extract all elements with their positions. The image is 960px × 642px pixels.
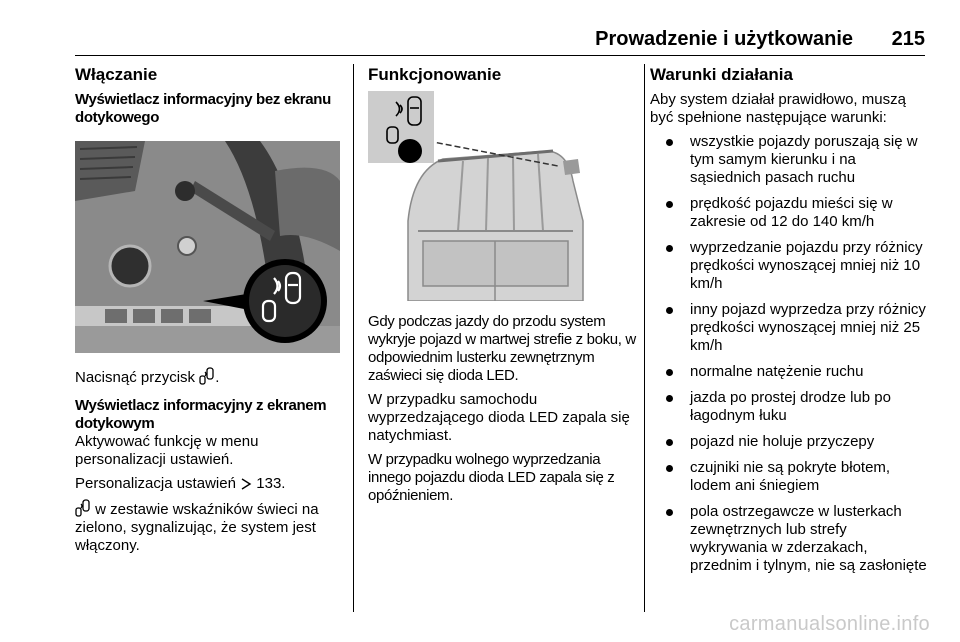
page-reference-arrow-icon [240,477,252,491]
indicator-text: w zestawie wskaźników świeci na zielono, sygnalizując, że system jest włączony. [75,501,319,554]
dashboard-button-photo [75,141,340,353]
bullet-icon [666,509,673,516]
page-header [75,25,925,56]
operation-paragraph-1: Gdy podczas jazdy do przodu system wykryje pojazd w martwej strefie z boku, w odpowiednim lusterku zewnętrznym zaświeci się dioda LED. [368,313,636,384]
subheading-no-touchscreen: Wyświetlacz informacyjny bez ekranu dotykowego [75,91,331,126]
section-heading-operation: Funkcjonowanie [368,65,502,84]
personalization-text: Personalizacja ustawień [75,475,236,492]
list-item: prędkość pojazdu mieści się w zakresie od 12 do 140 km/h [650,195,928,231]
bullet-icon [666,369,673,376]
blind-spot-system-icon [75,499,91,517]
column-enabling [75,64,340,561]
bullet-icon [666,439,673,446]
section-heading-enabling: Włączanie [75,65,158,84]
list-item: pojazd nie holuje przyczepy [650,433,928,451]
press-button-text: Nacisnąć przycisk [75,369,196,386]
bullet-icon [666,139,673,146]
conditions-intro: Aby system działał prawidłowo, muszą być spełnione następujące warunki: [650,91,906,126]
list-item: pola ostrzegawcze w lusterkach zewnętrznych lub strefy wykrywania w zderzakach, przednim i tylnym, nie są zasłonięte [650,503,928,575]
list-item: normalne natężenie ruchu [650,363,928,381]
list-item: jazda po prostej drodze lub po łagodnym łuku [650,389,928,425]
bullet-icon [666,395,673,402]
list-item: inny pojazd wyprzedza przy różnicy prędkości wynoszącej mniej niż 25 km/h [650,301,928,355]
mirror-led-illustration [368,91,636,301]
column-conditions [650,64,928,583]
personalization-page-ref: 133. [256,475,286,492]
watermark: carmanualsonline.info [729,613,930,635]
operation-paragraph-2: W przypadku samochodu wyprzedzającego dioda LED zapala się natychmiast. [368,391,630,444]
bullet-icon [666,307,673,314]
operation-paragraph-3: W przypadku wolnego wyprzedzania innego pojazdu dioda LED zapala się z opóźnieniem. [368,451,615,504]
bullet-icon [666,245,673,252]
bullet-icon [666,201,673,208]
page-number: 215 [891,28,925,50]
bullet-icon [666,465,673,472]
column-divider [644,64,645,612]
press-button-period: . [215,369,220,386]
section-heading-conditions: Warunki działania [650,65,793,84]
dashboard-illustration [75,141,340,353]
blind-spot-system-icon [199,367,215,385]
column-divider [353,64,354,612]
conditions-list [650,133,928,575]
chapter-title: Prowadzenie i użytkowanie [595,28,853,50]
list-item: wszystkie pojazdy poruszają się w tym samym kierunku i na sąsiednich pasach ruchu [650,133,928,187]
vehicle-rear-illustration [368,91,636,301]
subheading-touchscreen: Wyświetlacz informacyjny z ekranem dotykowym [75,397,327,432]
activate-function-text: Aktywować funkcję w menu personalizacji ustawień. [75,433,259,468]
list-item: wyprzedzanie pojazdu przy różnicy prędkości wynoszącej mniej niż 10 km/h [650,239,928,293]
list-item: czujniki nie są pokryte błotem, lodem ani śniegiem [650,459,928,495]
column-operation [368,64,636,511]
